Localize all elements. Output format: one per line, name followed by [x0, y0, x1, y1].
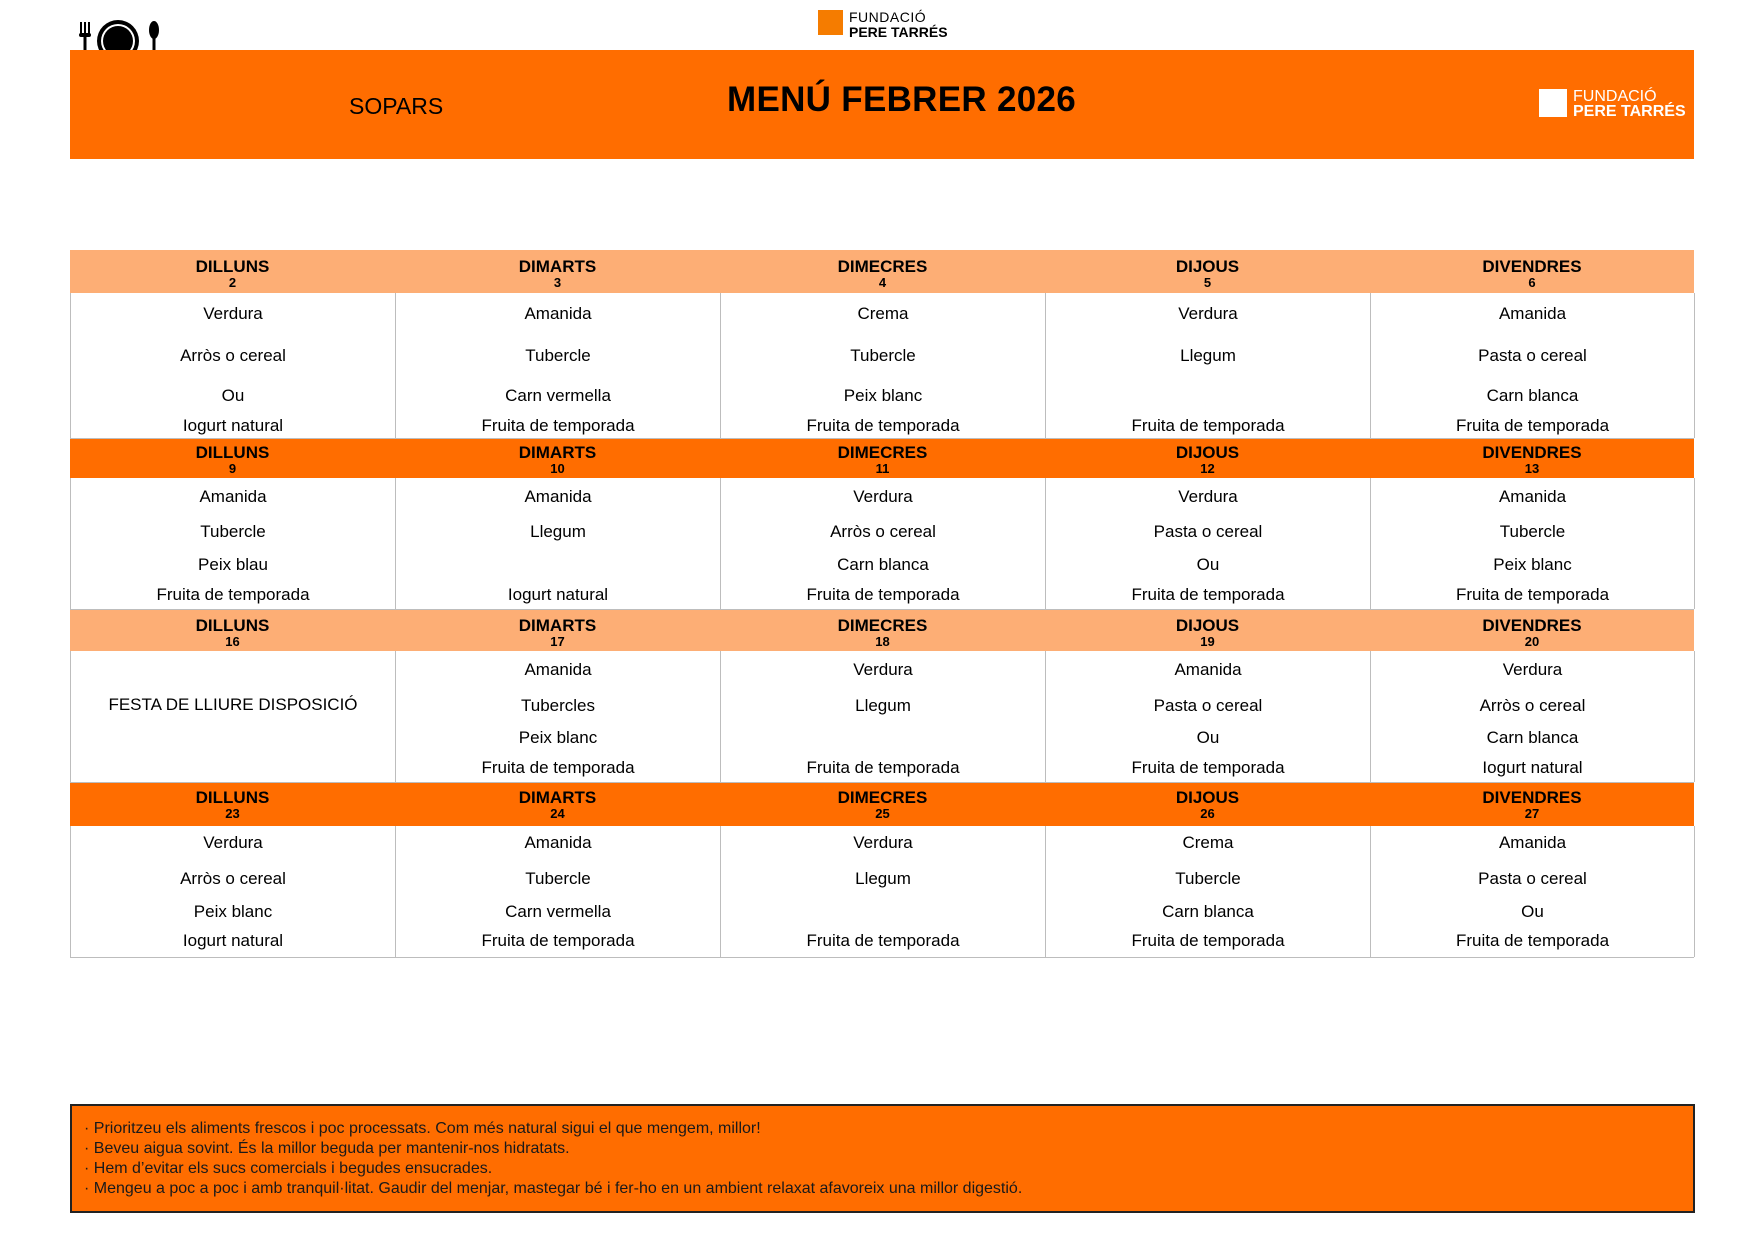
day-cell: [721, 478, 1046, 609]
menu-item: Fruita de temporada: [481, 931, 635, 950]
day-cell: [721, 651, 1046, 782]
menu-grid: [70, 250, 1694, 958]
page-title: MENÚ FEBRER 2026: [727, 80, 1077, 119]
menu-item: Fruita de temporada: [1131, 585, 1285, 604]
menu-item: Carn blanca: [1486, 386, 1579, 405]
menu-item: Verdura: [853, 487, 913, 506]
day-name: DIJOUS: [1175, 443, 1240, 462]
menu-item: Fruita de temporada: [1131, 416, 1285, 435]
menu-item: Tubercle: [850, 346, 916, 365]
menu-item: Amanida: [524, 833, 592, 852]
menu-item: Fruita de temporada: [156, 585, 310, 604]
menu-item: Tubercle: [1499, 522, 1566, 541]
banner-brand-line1: FUNDACIÓ: [1573, 88, 1657, 105]
menu-item: Tubercle: [525, 869, 591, 888]
day-name: DILLUNS: [195, 257, 270, 276]
menu-item: Fruita de temporada: [1131, 758, 1285, 777]
week-body: [70, 826, 1694, 958]
tips-box: [70, 1104, 1695, 1213]
day-header: [395, 439, 720, 478]
day-header: [395, 610, 720, 651]
day-header: [720, 439, 1045, 478]
menu-item: Fruita de temporada: [1455, 931, 1610, 950]
menu-item: Amanida: [199, 487, 267, 506]
day-name: DIMECRES: [837, 443, 928, 462]
week-body: [70, 293, 1694, 439]
menu-item: Pasta o cereal: [1153, 522, 1263, 541]
day-cell: [1371, 293, 1695, 438]
day-name: DIVENDRES: [1482, 788, 1582, 807]
day-number: 6: [1528, 275, 1536, 290]
day-header: [1045, 783, 1370, 826]
brand-logo: [818, 10, 948, 40]
menu-item: Pasta o cereal: [1478, 869, 1587, 888]
menu-item: Iogurt natural: [182, 416, 284, 435]
day-name: DIJOUS: [1175, 788, 1240, 807]
day-number: 10: [550, 461, 565, 476]
week-header: [70, 783, 1694, 826]
day-header: [1045, 250, 1370, 293]
day-number: 17: [550, 634, 565, 649]
tip-line: · Prioritzeu els aliments frescos i poc processats. Com més natural sigui el que mengem, millor!: [84, 1120, 761, 1137]
day-header: [1370, 250, 1694, 293]
day-header: [720, 783, 1045, 826]
day-cell: [71, 478, 396, 609]
day-number: 11: [875, 461, 890, 476]
day-cell: [396, 651, 721, 782]
brand-logo-square: [818, 10, 843, 35]
day-name: DIMARTS: [518, 788, 597, 807]
day-number: 25: [875, 806, 890, 821]
menu-item: Fruita de temporada: [481, 416, 635, 435]
menu-item: Arròs o cereal: [180, 346, 286, 365]
menu-item: Amanida: [524, 487, 592, 506]
menu-item: Fruita de temporada: [481, 758, 635, 777]
day-cell: [1371, 478, 1695, 609]
menu-item: Carn blanca: [1486, 728, 1579, 747]
menu-item: Llegum: [855, 869, 911, 888]
menu-item: Ou: [1196, 728, 1220, 747]
holiday-label: FESTA DE LLIURE DISPOSICIÓ: [108, 695, 358, 714]
week-header: [70, 610, 1694, 651]
day-cell: [1046, 478, 1371, 609]
menu-item: Verdura: [1178, 487, 1238, 506]
menu-item: Verdura: [1502, 660, 1563, 679]
day-cell: [396, 293, 721, 438]
menu-item: Llegum: [530, 522, 586, 541]
menu-item: Carn blanca: [1162, 902, 1254, 921]
menu-item: Pasta o cereal: [1478, 346, 1587, 365]
menu-item: Crema: [1182, 833, 1234, 852]
menu-item: Verdura: [1178, 304, 1238, 323]
week-body: [70, 478, 1694, 610]
day-number: 23: [225, 806, 240, 821]
day-name: DIMECRES: [837, 257, 928, 276]
day-name: DIMARTS: [518, 257, 597, 276]
menu-item: Iogurt natural: [507, 585, 609, 604]
day-name: DILLUNS: [195, 616, 270, 635]
menu-item: Arròs o cereal: [180, 869, 286, 888]
day-cell: [71, 293, 396, 438]
brand-line1: FUNDACIÓ: [849, 9, 927, 25]
menu-item: Peix blau: [198, 555, 268, 574]
menu-item: Iogurt natural: [1482, 758, 1583, 777]
day-header: [720, 250, 1045, 293]
menu-item: Fruita de temporada: [1455, 585, 1610, 604]
menu-item: Fruita de temporada: [806, 931, 960, 950]
day-header: [70, 250, 395, 293]
menu-item: Llegum: [1180, 346, 1236, 365]
menu-item: Pasta o cereal: [1153, 696, 1263, 715]
menu-item: Verdura: [203, 304, 263, 323]
menu-item: Carn vermella: [505, 386, 611, 405]
menu-item: Fruita de temporada: [1455, 416, 1610, 435]
menu-item: Amanida: [524, 660, 592, 679]
week-header: [70, 439, 1694, 478]
day-name: DIVENDRES: [1482, 257, 1582, 276]
day-header: [720, 610, 1045, 651]
menu-item: Amanida: [524, 304, 592, 323]
day-name: DIJOUS: [1175, 616, 1240, 635]
day-header: [1370, 439, 1694, 478]
day-number: 19: [1200, 634, 1215, 649]
day-cell: [1371, 651, 1695, 782]
day-header: [70, 439, 395, 478]
menu-item: Peix blanc: [843, 386, 923, 405]
menu-item: Carn blanca: [837, 555, 929, 574]
tip-line: · Mengeu a poc a poc i amb tranquil·litat. Gaudir del menjar, mastegar bé i fer-ho en un ambient relaxat afavoreix una millor digestió.: [84, 1180, 1023, 1197]
menu-item: Ou: [221, 386, 245, 405]
day-name: DILLUNS: [195, 788, 270, 807]
week-header: [70, 250, 1694, 293]
day-header: [395, 783, 720, 826]
menu-item: Verdura: [853, 660, 913, 679]
day-name: DIVENDRES: [1482, 443, 1582, 462]
day-number: 24: [550, 806, 565, 821]
day-number: 16: [225, 634, 240, 649]
header-banner: [70, 50, 1694, 159]
day-number: 12: [1200, 461, 1215, 476]
tip-line: · Hem d’evitar els sucs comercials i begudes ensucrades.: [84, 1160, 493, 1177]
day-cell: [1046, 651, 1371, 782]
day-cell: [396, 478, 721, 609]
menu-item: Llegum: [855, 696, 911, 715]
menu-item: Peix blanc: [518, 728, 598, 747]
day-number: 2: [228, 275, 237, 290]
day-header: [1370, 610, 1694, 651]
menu-item: Tubercle: [200, 522, 266, 541]
menu-item: Tubercle: [1175, 869, 1241, 888]
day-number: 18: [875, 634, 890, 649]
day-cell: [396, 826, 721, 957]
menu-item: Amanida: [1174, 660, 1242, 679]
day-header: [395, 250, 720, 293]
banner-brand-logo: [1539, 89, 1686, 119]
day-number: 27: [1524, 806, 1540, 821]
day-cell: [71, 826, 396, 957]
day-number: 4: [878, 275, 887, 290]
menu-item: Arròs o cereal: [830, 522, 936, 541]
day-header: [70, 610, 395, 651]
menu-item: Verdura: [203, 833, 263, 852]
menu-item: Crema: [857, 304, 909, 323]
menu-item: Iogurt natural: [182, 931, 284, 950]
menu-item: Tubercle: [525, 346, 591, 365]
menu-item: Peix blanc: [193, 902, 273, 921]
day-name: DIMECRES: [837, 788, 928, 807]
day-name: DIMARTS: [518, 443, 597, 462]
menu-item: Amanida: [1498, 833, 1567, 852]
day-name: DIJOUS: [1175, 257, 1240, 276]
menu-item: Verdura: [853, 833, 913, 852]
week-body: [70, 651, 1694, 783]
day-cell: [1046, 826, 1371, 957]
menu-item: Tubercles: [520, 696, 595, 715]
day-header: [1045, 610, 1370, 651]
menu-subtitle: SOPARS: [349, 93, 444, 119]
day-name: DIMECRES: [837, 616, 928, 635]
banner-brand-line2: PERE TARRÉS: [1573, 103, 1686, 120]
day-number: 13: [1524, 461, 1540, 476]
menu-item: Ou: [1196, 555, 1220, 574]
menu-item: Fruita de temporada: [806, 416, 960, 435]
day-cell: [1046, 293, 1371, 438]
day-number: 3: [553, 275, 562, 290]
brand-line2: PERE TARRÉS: [849, 24, 948, 40]
day-header: [70, 783, 395, 826]
menu-item: Carn vermella: [505, 902, 611, 921]
menu-item: Amanida: [1498, 304, 1567, 323]
menu-item: Ou: [1521, 902, 1544, 921]
day-number: 26: [1200, 806, 1215, 821]
banner-logo-square: [1539, 89, 1567, 117]
day-cell: [1371, 826, 1695, 957]
menu-item: Fruita de temporada: [806, 758, 960, 777]
day-header: [1045, 439, 1370, 478]
day-cell: [721, 293, 1046, 438]
tip-line: · Beveu aigua sovint. És la millor beguda per mantenir-nos hidratats.: [84, 1140, 570, 1157]
menu-item: Amanida: [1498, 487, 1567, 506]
menu-item: Fruita de temporada: [1131, 931, 1285, 950]
day-name: DIVENDRES: [1482, 616, 1582, 635]
menu-item: Fruita de temporada: [806, 585, 960, 604]
menu-item: Peix blanc: [1493, 555, 1572, 574]
day-number: 9: [228, 461, 237, 476]
day-number: 5: [1203, 275, 1212, 290]
day-cell: [71, 651, 396, 782]
day-cell: [721, 826, 1046, 957]
menu-item: Arròs o cereal: [1479, 696, 1586, 715]
day-name: DIMARTS: [518, 616, 597, 635]
day-header: [1370, 783, 1694, 826]
day-number: 20: [1524, 634, 1540, 649]
tips-list: [84, 1119, 1693, 1199]
day-name: DILLUNS: [195, 443, 270, 462]
